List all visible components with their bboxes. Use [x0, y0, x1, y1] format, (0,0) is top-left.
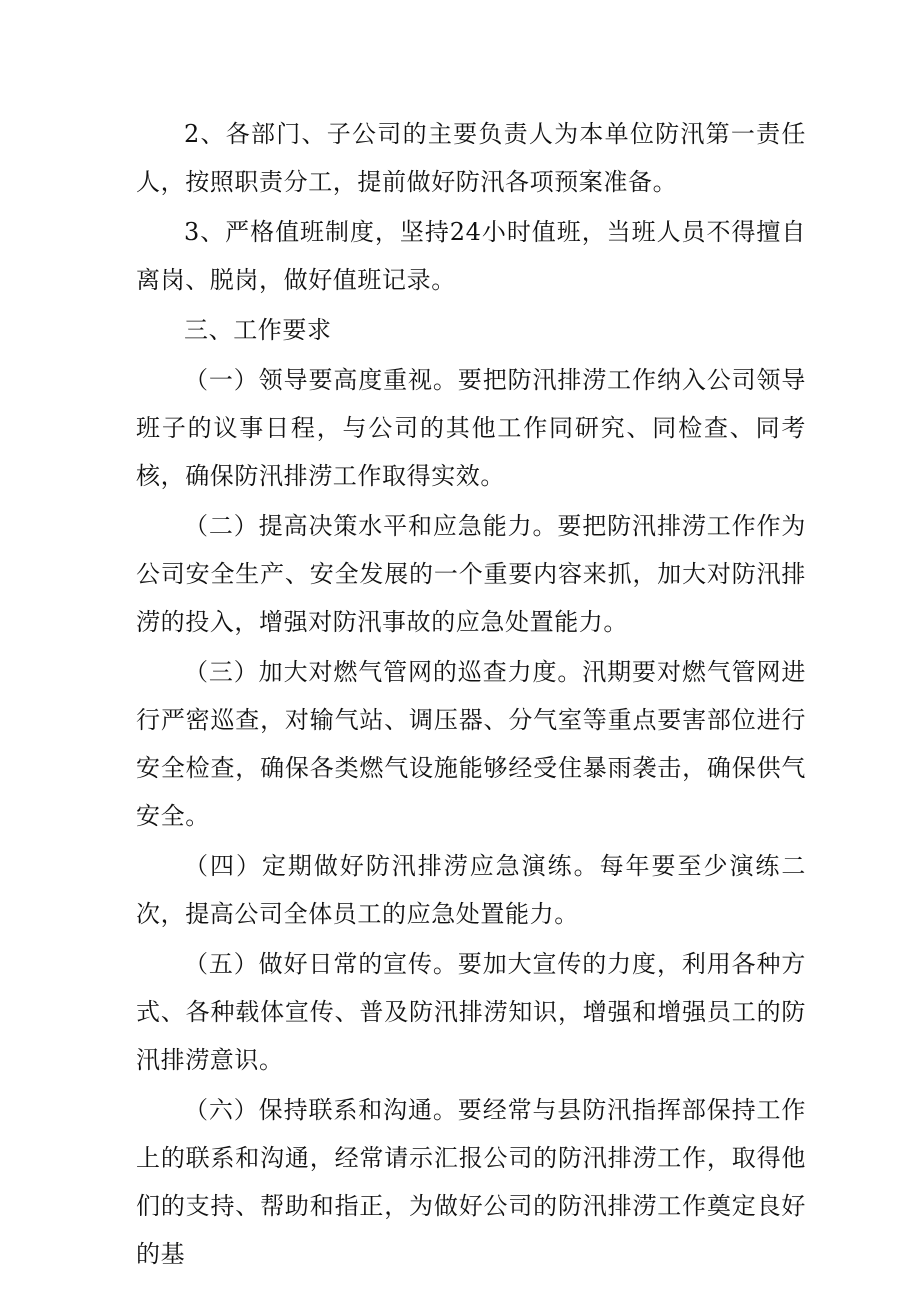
- paragraph-item-3: 3、严格值班制度，坚持24小时值班，当班人员不得擅自离岗、脱岗，做好值班记录。: [136, 218, 806, 294]
- document-body: [136, 110, 806, 1280]
- paragraph-requirement-4: （四）定期做好防汛排涝应急演练。每年要至少演练二次，提高公司全体员工的应急处置能力。: [136, 852, 806, 928]
- paragraph-requirement-2: （二）提高决策水平和应急能力。要把防汛排涝工作作为公司安全生产、安全发展的一个重要内容来抓，加大对防汛排涝的投入，增强对防汛事故的应急处置能力。: [136, 512, 806, 636]
- paragraph-requirement-5: （五）做好日常的宣传。要加大宣传的力度，利用各种方式、各种载体宣传、普及防汛排涝知识，增强和增强员工的防汛排涝意识。: [136, 950, 806, 1074]
- paragraph-requirement-3: （三）加大对燃气管网的巡查力度。汛期要对燃气管网进行严密巡查，对输气站、调压器、分气室等重点要害部位进行安全检查，确保各类燃气设施能够经受住暴雨袭击，确保供气安全。: [136, 658, 806, 830]
- section-heading-work-requirements: 三、工作要求: [184, 316, 332, 344]
- paragraph-item-2: 2、各部门、子公司的主要负责人为本单位防汛第一责任人，按照职责分工，提前做好防汛各项预案准备。: [136, 120, 806, 196]
- paragraph-requirement-1: （一）领导要高度重视。要把防汛排涝工作纳入公司领导班子的议事日程，与公司的其他工作同研究、同检查、同考核，确保防汛排涝工作取得实效。: [136, 366, 806, 490]
- paragraph-requirement-6: （六）保持联系和沟通。要经常与县防汛指挥部保持工作上的联系和沟通，经常请示汇报公司的防汛排涝工作，取得他们的支持、帮助和指正，为做好公司的防汛排涝工作奠定良好的基: [136, 1096, 806, 1268]
